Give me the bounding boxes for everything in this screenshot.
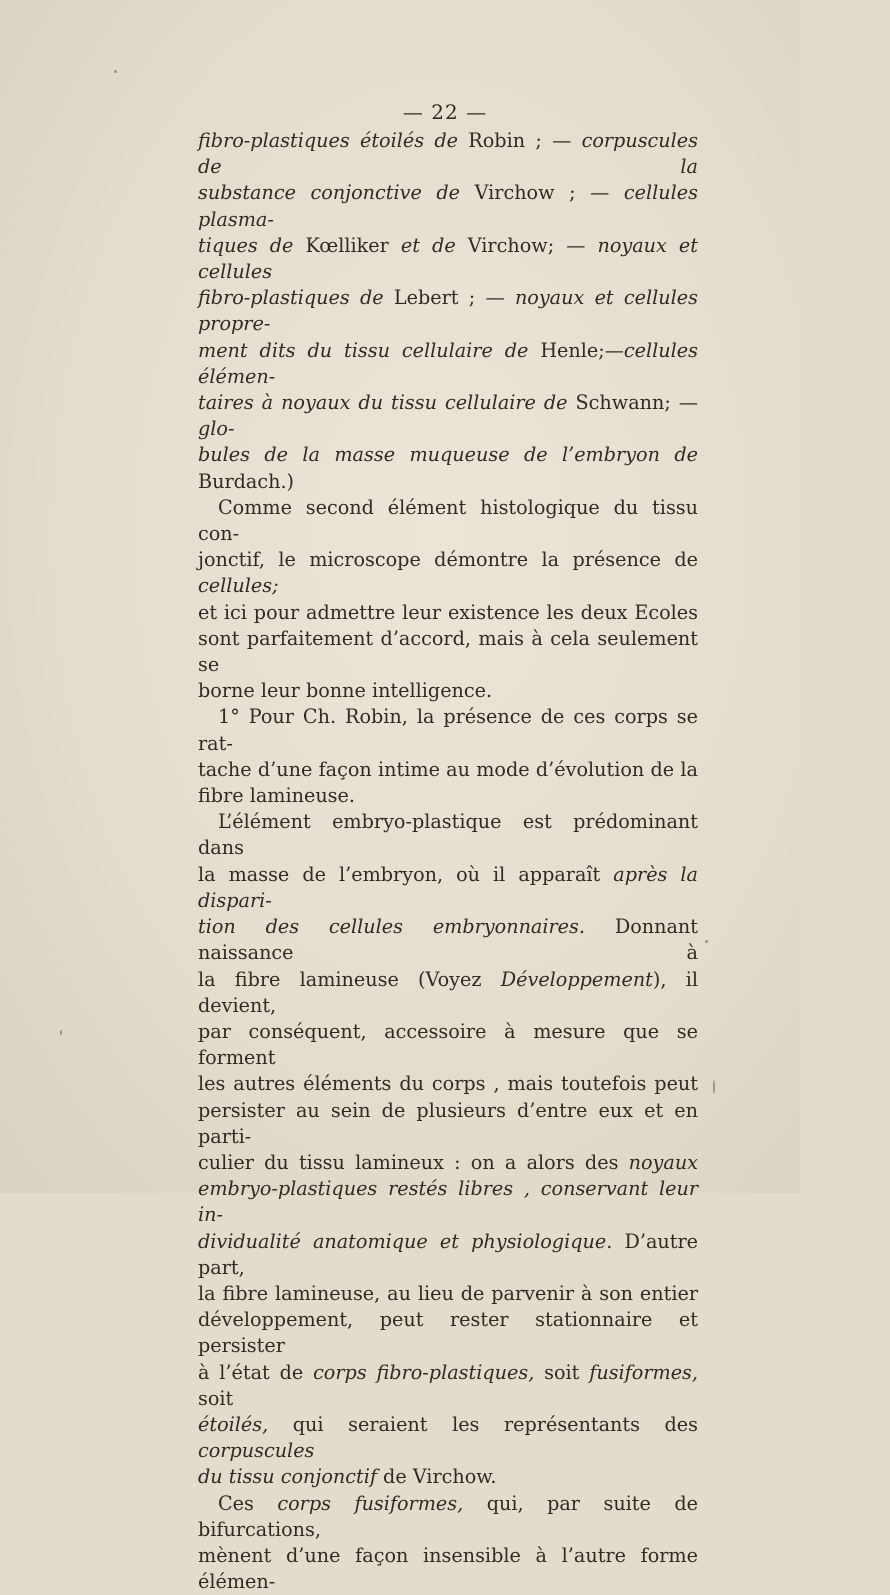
text-line: tiques de Kœlliker et de Virchow; — noyaux et cellules <box>198 233 698 284</box>
text-line: la fibre lamineuse (Voyez Développement), il devient, <box>198 967 698 1017</box>
text-line: étoilés, qui seraient les représentants des corpuscules <box>198 1412 698 1463</box>
text-line: bules de la masse muqueuse de l’embryon de Burdach.) <box>198 443 698 493</box>
text-line: L’élément embryo-plastique est prédominant dans <box>198 810 698 860</box>
text-line: fibro-plastiques étoilés de Robin ; — corpuscules de la <box>198 129 698 179</box>
text-line: tion des cellules embryonnaires. Donnant naissance à <box>198 915 698 965</box>
text-line: fibro-plastiques de Lebert ; — noyaux et cellules propre- <box>198 286 698 336</box>
text-line: sont parfaitement d’accord, mais à cela seulement se <box>198 626 698 677</box>
text-line: mènent d’une façon insensible à l’autre forme élémen- <box>198 1543 698 1594</box>
text-line: jonctif, le microscope démontre la présence de cellules; <box>198 548 698 598</box>
paper-speck <box>713 1080 715 1094</box>
text-line: par conséquent, accessoire à mesure que se forment <box>198 1019 698 1070</box>
text-line: persister au sein de plusieurs d’entre eux et en parti- <box>198 1098 698 1148</box>
text-line: à l’état de corps fibro-plastiques, soit fusiformes, soit <box>198 1360 698 1410</box>
body-text <box>198 128 698 1595</box>
paper-speck <box>114 70 117 73</box>
text-line: Comme second élément histologique du tissu con- <box>198 495 698 546</box>
paper-speck <box>60 1030 62 1035</box>
paragraph-5 <box>198 1491 698 1595</box>
text-line: dividualité anatomique et physiologique. D’autre part, <box>198 1229 698 1279</box>
text-line: la masse de l’embryon, où il apparaît après la dispari- <box>198 862 698 912</box>
paragraph-3 <box>198 704 698 809</box>
text-line: taires à noyaux du tissu cellulaire de Schwann; — glo- <box>198 391 698 441</box>
text-line: du tissu conjonctif de Virchow. <box>198 1465 497 1489</box>
text-line: 1° Pour Ch. Robin, la présence de ces corps se rat- <box>198 705 698 755</box>
paper-speck <box>705 940 708 943</box>
text-line: tache d’une façon intime au mode d’évolution de la <box>198 757 698 781</box>
text-line: ment dits du tissu cellulaire de Henle;—cellules élémen- <box>198 338 698 388</box>
paragraph-1 <box>198 128 698 495</box>
text-line: les autres éléments du corps , mais toutefois peut <box>198 1072 698 1096</box>
text-line: et ici pour admettre leur existence les deux Ecoles <box>198 600 698 624</box>
text-line: Ces corps fusiformes, qui, par suite de bifurcations, <box>198 1491 698 1541</box>
text-line: borne leur bonne intelligence. <box>198 679 493 703</box>
text-line: substance conjonctive de Virchow ; — cellules plasma- <box>198 181 698 231</box>
text-line: culier du tissu lamineux : on a alors des noyaux <box>198 1150 698 1174</box>
page-number: — 22 — <box>402 100 488 124</box>
text-line: fibre lamineuse. <box>198 784 355 808</box>
paragraph-2 <box>198 495 698 705</box>
paragraph-4 <box>198 809 698 1490</box>
text-line: la fibre lamineuse, au lieu de parvenir à son entier <box>198 1281 698 1305</box>
text-line: embryo-plastiques restés libres , conservant leur in- <box>198 1177 698 1227</box>
text-line: développement, peut rester stationnaire et persister <box>198 1308 698 1358</box>
